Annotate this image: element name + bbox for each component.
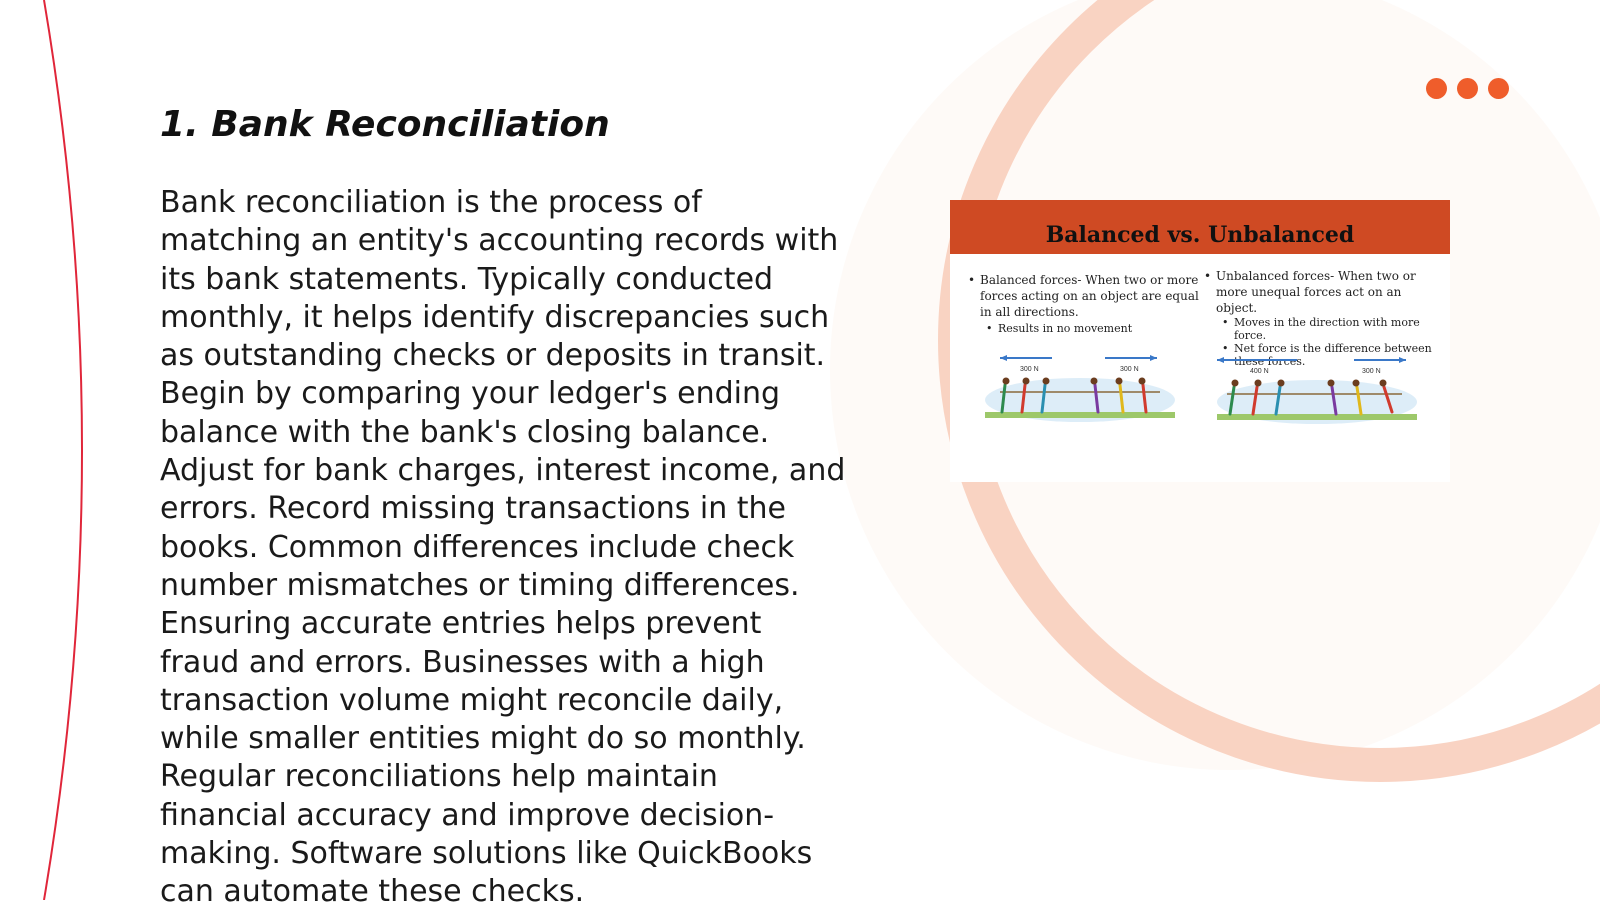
force-label-left: 300 N — [1020, 366, 1039, 373]
body-paragraph: Bank reconciliation is the process of matching an entity's accounting records with its bank statements. Typically conducted monthly, it helps identify discrepancies such as outstanding checks or deposits in transit. Begin by comparing your ledger's ending balance with the bank's closing balance. Adjust for bank charges, interest income, and errors. Record missing transactions in the books. Common differences include check number mismatches or timing differences. Ensuring accurate entries helps prevent fraud and errors. Businesses with a high transaction volume might reconcile daily, while smaller entities might do so monthly. Regular reconciliations help maintain financial accuracy and improve decision-making. Software solutions like QuickBooks can automate these checks. — [160, 185, 846, 910]
page-title: 1. Bank Reconciliation — [160, 104, 610, 145]
force-label-right: 300 N — [1362, 368, 1381, 375]
dot-icon — [1457, 78, 1478, 99]
force-label-left: 400 N — [1250, 368, 1269, 375]
unbalanced-bullet: • Unbalanced forces- When two or more unequal forces act on an object. — [1204, 268, 1440, 316]
balanced-bullet: • Balanced forces- When two or more forces acting on an object are equal in all directions. — [968, 272, 1204, 320]
dot-icon — [1488, 78, 1509, 99]
balanced-column — [968, 272, 1204, 335]
unbalanced-sub-bullet: • Moves in the direction with more force. — [1204, 316, 1440, 342]
edge-curve — [44, 0, 82, 900]
more-options-icon[interactable] — [1426, 78, 1509, 99]
dot-icon — [1426, 78, 1447, 99]
tug-of-war-balanced-illustration — [980, 350, 1180, 430]
balanced-sub-bullet: • Results in no movement — [968, 322, 1204, 335]
force-label-right: 300 N — [1120, 366, 1139, 373]
slide-header: Balanced vs. Unbalanced — [950, 200, 1450, 254]
tug-of-war-unbalanced-illustration — [1212, 352, 1422, 432]
embedded-slide-image — [950, 200, 1450, 482]
unbalanced-sub-bullet: • Net force is the difference between these forces. — [1204, 342, 1440, 368]
